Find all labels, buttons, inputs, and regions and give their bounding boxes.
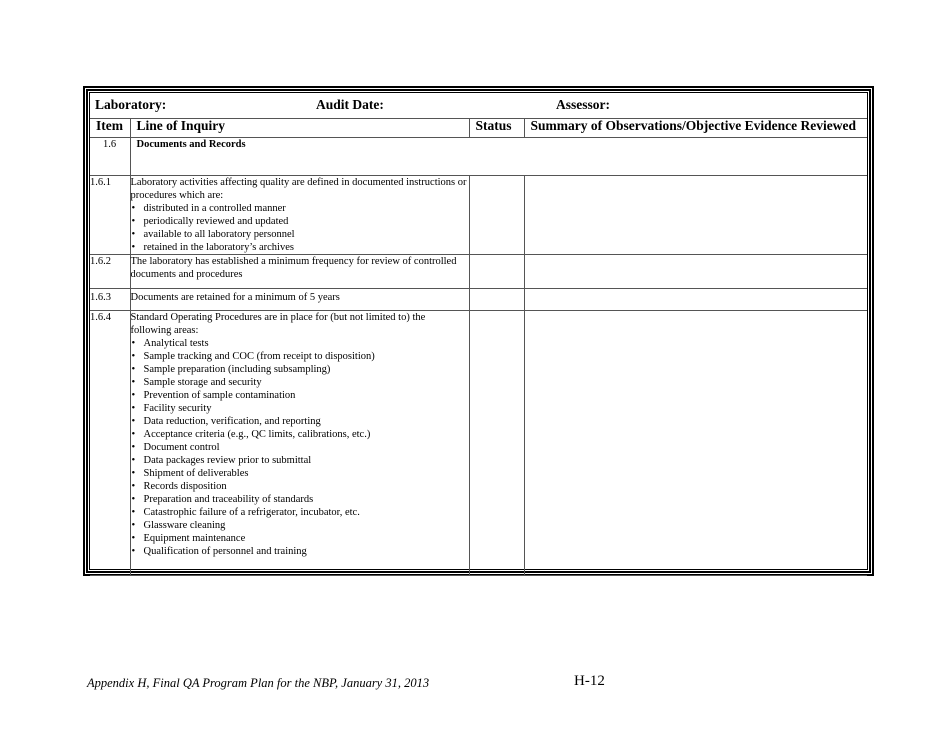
summary-cell[interactable] (524, 289, 867, 311)
assessor-label: Assessor: (556, 97, 610, 112)
section-title: Documents and Records (130, 138, 867, 176)
audit-header-cell (90, 93, 867, 119)
audit-form-frame (83, 86, 874, 576)
section-row (90, 138, 867, 176)
list-item: • Prevention of sample contamination (131, 389, 469, 402)
list-item: • Shipment of deliverables (131, 467, 469, 480)
inquiry-cell (130, 176, 469, 255)
inquiry-bullets (131, 202, 469, 254)
list-item: • Glassware cleaning (131, 519, 469, 532)
laboratory-label: Laboratory: (95, 97, 167, 112)
list-item: • Facility security (131, 402, 469, 415)
column-header-item: Item (90, 119, 130, 138)
list-item: • Sample storage and security (131, 376, 469, 389)
list-item: • Data reduction, verification, and reporting (131, 415, 469, 428)
column-header-line-of-inquiry: Line of Inquiry (130, 119, 469, 138)
list-item: • Sample tracking and COC (from receipt to disposition) (131, 350, 469, 363)
list-item: • retained in the laboratory’s archives (131, 241, 469, 254)
item-number: 1.6.1 (90, 176, 130, 255)
list-item: • periodically reviewed and updated (131, 215, 469, 228)
item-number: 1.6.3 (90, 289, 130, 311)
audit-table (90, 93, 867, 576)
item-number: 1.6.4 (90, 311, 130, 576)
section-number: 1.6 (90, 138, 130, 176)
audit-form (89, 92, 868, 570)
item-number: 1.6.2 (90, 255, 130, 289)
list-item: • Qualification of personnel and training (131, 545, 469, 558)
list-item: • Catastrophic failure of a refrigerator, incubator, etc. (131, 506, 469, 519)
inquiry-cell (130, 289, 469, 311)
summary-cell[interactable] (524, 176, 867, 255)
inquiry-cell (130, 255, 469, 289)
list-item: • Acceptance criteria (e.g., QC limits, calibrations, etc.) (131, 428, 469, 441)
inquiry-bullets (131, 337, 469, 558)
inquiry-cell (130, 311, 469, 576)
table-row (90, 311, 867, 576)
list-item: • Records disposition (131, 480, 469, 493)
inquiry-text: Standard Operating Procedures are in place for (but not limited to) the following areas: (130, 312, 426, 336)
list-item: • Equipment maintenance (131, 532, 469, 545)
table-row (90, 289, 867, 311)
column-header-summary: Summary of Observations/Objective Evidence Reviewed (524, 119, 867, 138)
status-cell[interactable] (469, 255, 524, 289)
summary-cell[interactable] (524, 311, 867, 576)
footer-document-title: Appendix H, Final QA Program Plan for the NBP, January 31, 2013 (87, 676, 430, 690)
inquiry-text: Laboratory activities affecting quality are defined in documented instructions or procedures which are: (130, 177, 467, 201)
audit-date-label: Audit Date: (316, 97, 384, 112)
list-item: • Sample preparation (including subsampling) (131, 363, 469, 376)
table-row (90, 176, 867, 255)
table-row (90, 255, 867, 289)
page-number: H-12 (574, 673, 605, 689)
column-header-row (90, 119, 867, 138)
summary-cell[interactable] (524, 255, 867, 289)
list-item: • available to all laboratory personnel (131, 228, 469, 241)
status-cell[interactable] (469, 311, 524, 576)
inquiry-text: The laboratory has established a minimum frequency for review of controlled documents and procedures (130, 256, 457, 280)
list-item: • Data packages review prior to submittal (131, 454, 469, 467)
inquiry-text: Documents are retained for a minimum of 5 years (130, 292, 340, 303)
list-item: • Analytical tests (131, 337, 469, 350)
audit-header-row (90, 93, 867, 119)
status-cell[interactable] (469, 289, 524, 311)
list-item: • Document control (131, 441, 469, 454)
column-header-status: Status (469, 119, 524, 138)
status-cell[interactable] (469, 176, 524, 255)
list-item: • Preparation and traceability of standards (131, 493, 469, 506)
list-item: • distributed in a controlled manner (131, 202, 469, 215)
